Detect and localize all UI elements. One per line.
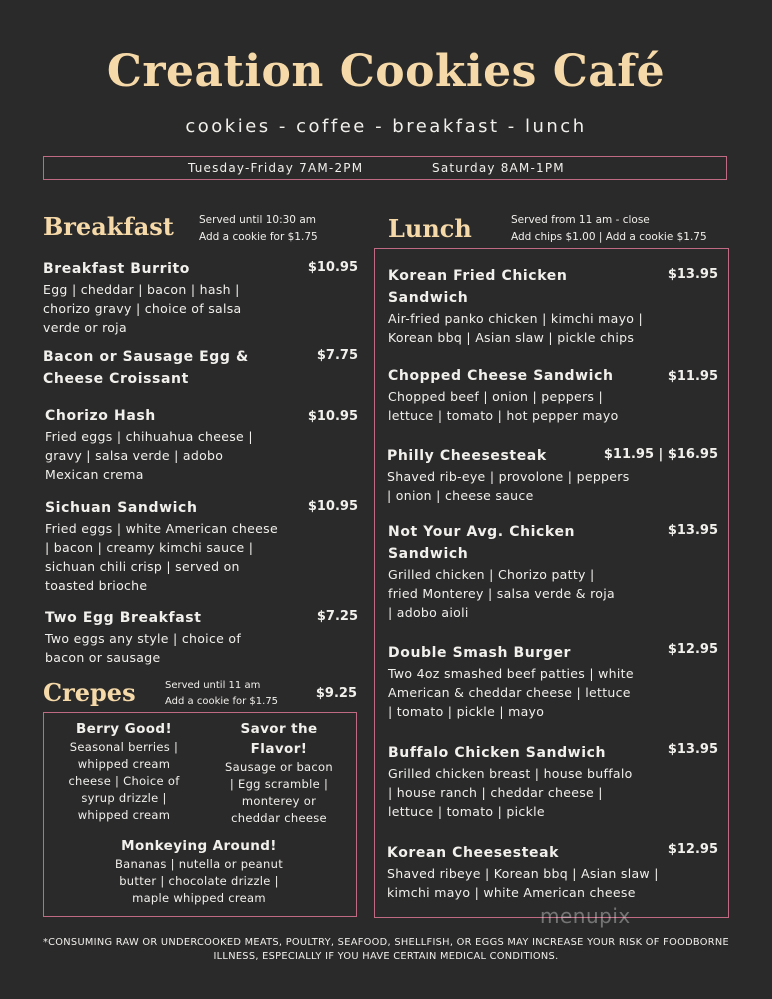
item-desc-line: | tomato | pickle | mayo bbox=[388, 704, 545, 719]
item-desc-line: Fried eggs | chihuahua cheese | bbox=[45, 429, 253, 444]
disclaimer-line: ILLNESS, ESPECIALLY IF YOU HAVE CERTAIN MEDICAL CONDITIONS. bbox=[213, 951, 559, 962]
lunch-title: Lunch bbox=[388, 214, 472, 243]
crepes-price: $9.25 bbox=[315, 686, 357, 701]
crepes-note-cookie: Add a cookie for $1.75 bbox=[165, 696, 279, 707]
crepe-berry-good bbox=[54, 719, 194, 824]
lunch-item-philly bbox=[387, 445, 718, 505]
breakfast-item-two-egg bbox=[45, 607, 358, 667]
item-desc-line: Shaved rib-eye | provolone | peppers bbox=[387, 469, 630, 484]
crepes-note-served: Served until 11 am bbox=[165, 680, 261, 691]
item-name: Two Egg Breakfast bbox=[45, 610, 202, 626]
item-name-cont: Cheese Croissant bbox=[43, 371, 189, 387]
crepe-name: Berry Good! bbox=[75, 721, 173, 737]
item-price: $11.95 bbox=[667, 369, 718, 384]
item-desc-line: verde or roja bbox=[43, 320, 127, 335]
breakfast-title: Breakfast bbox=[43, 212, 174, 241]
hours-saturday: Saturday 8AM-1PM bbox=[432, 161, 565, 175]
item-name: Bacon or Sausage Egg & bbox=[43, 349, 249, 365]
item-name: Chopped Cheese Sandwich bbox=[388, 368, 614, 384]
item-desc-line: | house ranch | cheddar cheese | bbox=[388, 785, 603, 800]
item-price: $10.95 bbox=[307, 499, 358, 514]
hours-box bbox=[43, 156, 727, 180]
tagline: cookies - coffee - breakfast - lunch bbox=[185, 116, 587, 137]
item-desc-line: Shaved ribeye | Korean bbq | Asian slaw | bbox=[387, 866, 659, 881]
item-price: $7.75 bbox=[316, 348, 358, 363]
crepes-title: Crepes bbox=[43, 678, 136, 707]
lunch-item-buffalo-chicken bbox=[388, 742, 718, 821]
crepe-name: Savor the bbox=[240, 721, 318, 737]
breakfast-item-sichuan bbox=[45, 497, 358, 595]
item-name: Breakfast Burrito bbox=[43, 261, 191, 277]
item-desc-line: fried Monterey | salsa verde & roja bbox=[388, 586, 615, 601]
crepe-desc-line: Bananas | nutella or peanut bbox=[114, 857, 284, 871]
crepe-desc-line: Seasonal berries | bbox=[69, 740, 179, 754]
item-name: Chorizo Hash bbox=[45, 408, 156, 424]
item-name: Korean Fried Chicken bbox=[388, 268, 568, 284]
breakfast-note-served: Served until 10:30 am bbox=[199, 214, 316, 226]
item-desc-line: sichuan chili crisp | served on bbox=[45, 559, 240, 574]
breakfast-note bbox=[199, 212, 318, 246]
item-desc-line: | bacon | creamy kimchi sauce | bbox=[45, 540, 254, 555]
item-name-cont: Sandwich bbox=[388, 546, 469, 562]
item-desc-line: lettuce | tomato | hot pepper mayo bbox=[388, 408, 619, 423]
crepe-name: Monkeying Around! bbox=[121, 838, 277, 854]
menupix-watermark: menupix bbox=[540, 904, 631, 928]
disclaimer-line: *CONSUMING RAW OR UNDERCOOKED MEATS, POULTRY, SEAFOOD, SHELLFISH, OR EGGS MAY INCREASE YOUR RISK OF FOODBORNE bbox=[42, 937, 730, 948]
lunch-item-double-smash bbox=[388, 642, 718, 721]
crepe-monkeying-around bbox=[84, 836, 314, 907]
item-price: $12.95 bbox=[667, 642, 718, 657]
crepe-desc-line: syrup drizzle | bbox=[81, 791, 167, 805]
crepe-desc-line: | Egg scramble | bbox=[229, 777, 329, 791]
footer-disclaimer bbox=[30, 936, 742, 964]
item-price: $10.95 bbox=[307, 409, 358, 424]
item-price: $13.95 bbox=[667, 523, 718, 538]
item-name: Double Smash Burger bbox=[388, 645, 572, 661]
crepes-note bbox=[165, 678, 278, 710]
item-desc-line: American & cheddar cheese | lettuce bbox=[388, 685, 631, 700]
breakfast-item-croissant bbox=[43, 346, 358, 390]
lunch-note bbox=[511, 212, 707, 246]
item-price: $13.95 bbox=[667, 267, 718, 282]
crepe-desc-line: whipped cream bbox=[77, 757, 171, 771]
item-price: $11.95 | $16.95 bbox=[603, 447, 718, 462]
item-desc-line: Two 4oz smashed beef patties | white bbox=[388, 666, 634, 681]
lunch-item-not-your-avg-chicken bbox=[388, 521, 718, 622]
crepe-desc-line: whipped cream bbox=[77, 808, 171, 822]
item-desc-line: Air-fried panko chicken | kimchi mayo | bbox=[388, 311, 644, 326]
item-price: $10.95 bbox=[307, 260, 358, 275]
item-name: Buffalo Chicken Sandwich bbox=[388, 745, 607, 761]
crepe-desc-line: Sausage or bacon bbox=[225, 760, 333, 774]
item-desc-line: | onion | cheese sauce bbox=[387, 488, 534, 503]
crepe-desc-line: cheese | Choice of bbox=[68, 774, 180, 788]
breakfast-item-chorizo-hash bbox=[45, 405, 358, 484]
lunch-note-served: Served from 11 am - close bbox=[511, 214, 650, 226]
item-desc-line: Grilled chicken | Chorizo patty | bbox=[388, 567, 595, 582]
item-desc-line: Korean bbq | Asian slaw | pickle chips bbox=[388, 330, 635, 345]
crepe-desc-line: maple whipped cream bbox=[132, 891, 266, 905]
item-name: Sichuan Sandwich bbox=[45, 500, 198, 516]
item-price: $13.95 bbox=[667, 742, 718, 757]
item-desc-line: Mexican crema bbox=[45, 467, 144, 482]
breakfast-note-cookie: Add a cookie for $1.75 bbox=[199, 231, 318, 243]
item-name-cont: Sandwich bbox=[388, 290, 469, 306]
crepe-savor-the-flavor bbox=[209, 719, 349, 827]
crepe-name-cont: Flavor! bbox=[250, 741, 308, 757]
crepe-desc-line: butter | chocolate drizzle | bbox=[119, 874, 279, 888]
item-desc-line: chorizo gravy | choice of salsa bbox=[43, 301, 242, 316]
lunch-item-korean-cheesesteak bbox=[387, 842, 718, 902]
item-name: Korean Cheesesteak bbox=[387, 845, 560, 861]
crepe-desc-line: cheddar cheese bbox=[231, 811, 327, 825]
hours-weekday: Tuesday-Friday 7AM-2PM bbox=[188, 161, 364, 175]
item-desc-line: Chopped beef | onion | peppers | bbox=[388, 389, 604, 404]
item-name: Philly Cheesesteak bbox=[387, 448, 547, 464]
lunch-note-addons: Add chips $1.00 | Add a cookie $1.75 bbox=[511, 231, 707, 243]
item-desc-line: kimchi mayo | white American cheese bbox=[387, 885, 636, 900]
lunch-item-korean-fried-chicken bbox=[388, 265, 718, 347]
item-desc-line: Fried eggs | white American cheese bbox=[45, 521, 278, 536]
item-desc-line: Grilled chicken breast | house buffalo bbox=[388, 766, 633, 781]
item-desc-line: | adobo aioli bbox=[388, 605, 469, 620]
breakfast-item-burrito bbox=[43, 258, 358, 337]
item-price: $12.95 bbox=[667, 842, 718, 857]
item-desc-line: Two eggs any style | choice of bbox=[45, 631, 242, 646]
item-desc-line: bacon or sausage bbox=[45, 650, 161, 665]
item-desc-line: gravy | salsa verde | adobo bbox=[45, 448, 224, 463]
item-name: Not Your Avg. Chicken bbox=[388, 524, 576, 540]
lunch-box bbox=[374, 248, 729, 918]
crepes-box bbox=[43, 712, 357, 917]
lunch-item-chopped-cheese bbox=[388, 365, 718, 425]
crepe-desc-line: monterey or bbox=[241, 794, 317, 808]
item-desc-line: lettuce | tomato | pickle bbox=[388, 804, 545, 819]
cafe-title: Creation Cookies Café bbox=[106, 46, 666, 97]
item-price: $7.25 bbox=[316, 609, 358, 624]
item-desc-line: toasted brioche bbox=[45, 578, 148, 593]
item-desc-line: Egg | cheddar | bacon | hash | bbox=[43, 282, 240, 297]
